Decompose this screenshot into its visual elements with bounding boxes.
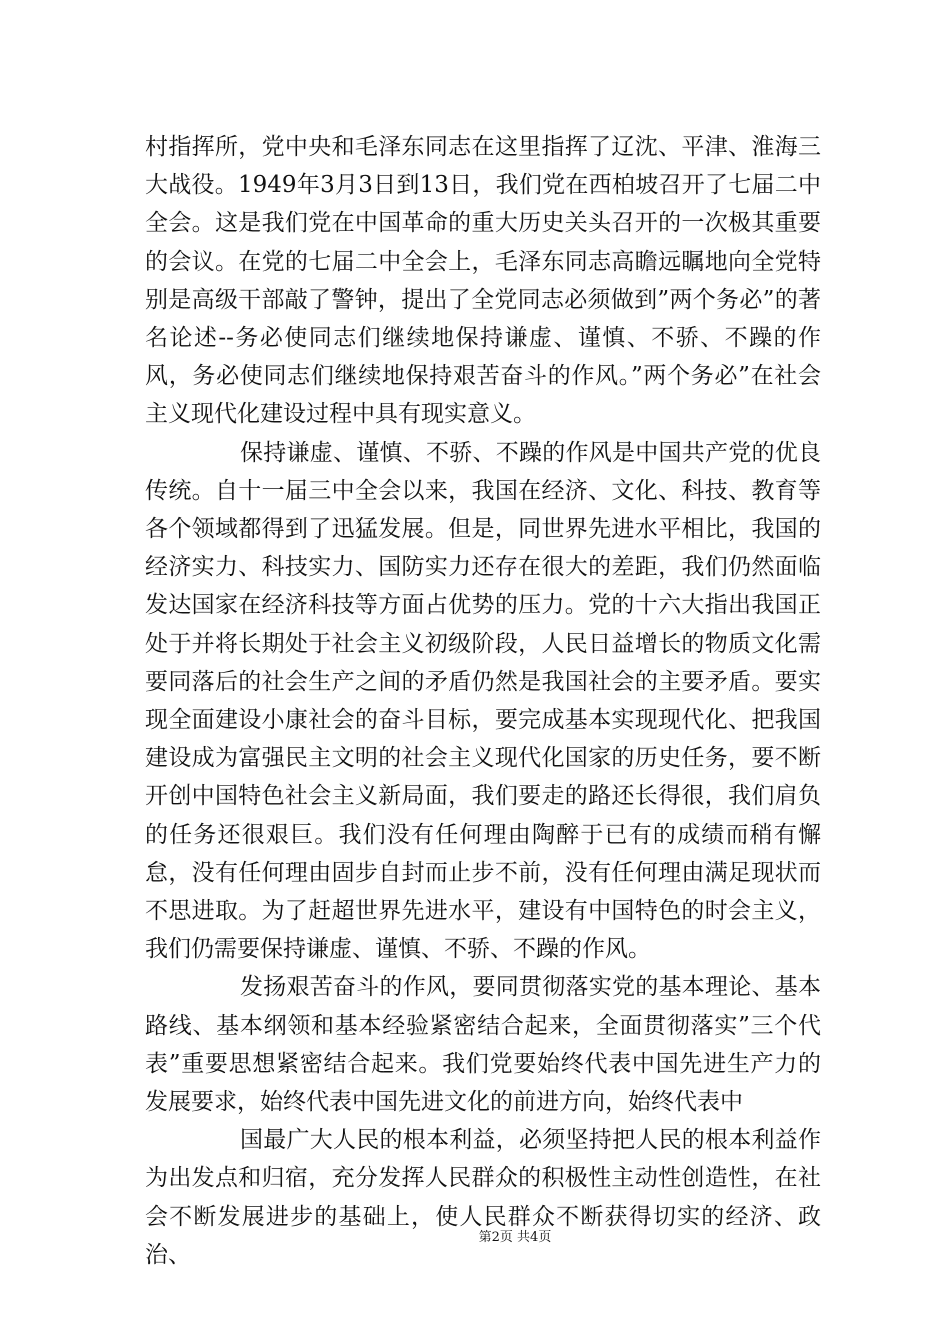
page-number-footer: 第2页 共4页 <box>478 1230 552 1245</box>
paragraph-1: 村指挥所，党中央和毛泽东同志在这里指挥了辽沈、平津、淮海三大战役。1949年3月3日到13日，我们党在西柏坡召开了七届二中全会。这是我们党在中国革命的重大历史关头召开的一次极其重要的会议。在党的七届二中全会上，毛泽东同志高瞻远瞩地向全党特别是高级干部敲了警钟，提出了全党同志必须做到”两个务必”的著名论述--务必使同志们继续地保持谦虚、谨慎、不骄、不躁的作风，务必使同志们继续地保持艰苦奋斗的作风。”两个务必”在社会主义现代化建设过程中具有现实意义。 <box>145 134 821 428</box>
document-body <box>145 128 821 1274</box>
paragraph-4: 国最广大人民的根本利益，必须坚持把人民的根本利益作为出发点和归宿，充分发挥人民群众的积极性主动性创造性，在社会不断发展进步的基础上，使人民群众不断获得切实的经济、政治、 <box>145 1127 821 1268</box>
paragraph-2: 保持谦虚、谨慎、不骄、不躁的作风是中国共产党的优良传统。自十一届三中全会以来，我国在经济、文化、科技、教育等各个领域都得到了迅猛发展。但是，同世界先进水平相比，我国的经济实力、科技实力、国防实力还存在很大的差距，我们仍然面临发达国家在经济科技等方面占优势的压力。党的十六大指出我国正处于并将长期处于社会主义初级阶段，人民日益增长的物质文化需要同落后的社会生产之间的矛盾仍然是我国社会的主要矛盾。要实现全面建设小康社会的奋斗目标，要完成基本实现现代化、把我国建设成为富强民主文明的社会主义现代化国家的历史任务，要不断开创中国特色社会主义新局面，我们要走的路还长得很，我们肩负的任务还很艰巨。我们没有任何理由陶醉于已有的成绩而稍有懈怠，没有任何理由固步自封而止步不前，没有任何理由满足现状而不思进取。为了赶超世界先进水平，建设有中国特色的时会主义，我们仍需要保持谦虚、谨慎、不骄、不躁的作风。 <box>145 439 821 963</box>
paragraph-3: 发扬艰苦奋斗的作风，要同贯彻落实党的基本理论、基本路线、基本纲领和基本经验紧密结合起来，全面贯彻落实”三个代表”重要思想紧密结合起来。我们党要始终代表中国先进生产力的发展要求，始终代表中国先进文化的前进方向，始终代表中 <box>145 974 821 1116</box>
